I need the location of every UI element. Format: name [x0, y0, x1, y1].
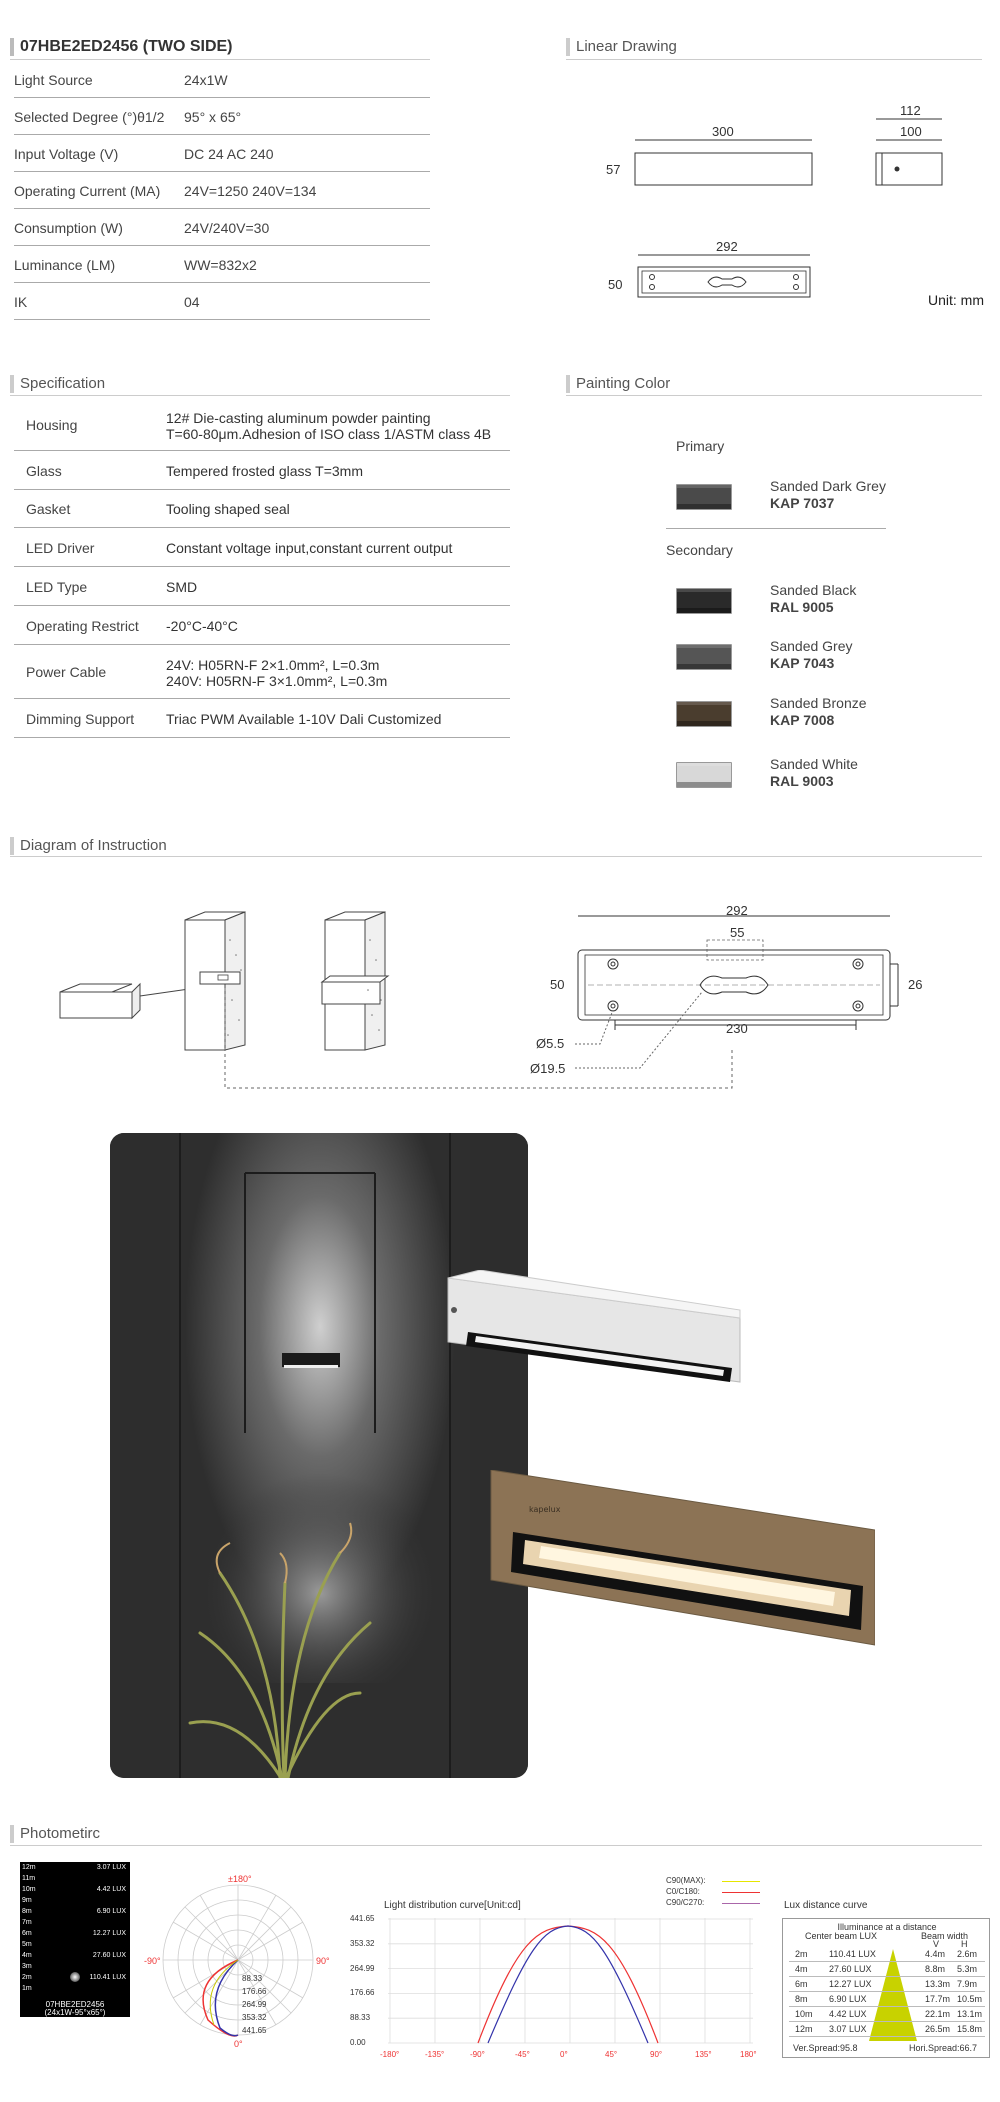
specification-value: Triac PWM Available 1-10V Dali Customized [166, 710, 442, 727]
table-cell-distance: 4m [795, 1964, 808, 1974]
spec-label: Operating Current (MA) [14, 183, 161, 199]
lux-scale-tick: 6m [22, 1930, 32, 1937]
lux-scale-panel [20, 1862, 130, 2017]
lux-scale-tick: 9m [22, 1897, 32, 1904]
spec-value: 04 [184, 294, 200, 310]
distribution-curve-chart [388, 1918, 760, 2046]
instr-dim-55: 55 [730, 925, 745, 940]
table-cell-h: 7.9m [957, 1979, 978, 1989]
spec-value: 24V/240V=30 [184, 220, 270, 236]
title-divider [10, 59, 430, 60]
table-row-line [789, 2036, 985, 2037]
specification-label: Glass [26, 462, 62, 479]
linear-drawing-title: Linear Drawing [566, 38, 677, 56]
bronze-fixture-render [483, 1470, 875, 1660]
table-cell-lux: 12.27 LUX [829, 1979, 872, 1989]
y-tick: 441.65 [350, 1914, 375, 1923]
color-code: RAL 9003 [770, 773, 834, 789]
table-row-line [789, 2021, 985, 2022]
table-cell-v: 22.1m [925, 2009, 951, 2019]
x-tick: -45° [515, 2050, 530, 2059]
specification-value: 12# Die-casting aluminum powder painting [166, 409, 431, 426]
specification-value: 24V: H05RN-F 2×1.0mm², L=0.3m [166, 657, 380, 673]
polar-value: 441.65 [242, 2026, 267, 2035]
lux-value: 12.27 LUX [92, 1930, 126, 1937]
table-head-v: V [933, 1939, 940, 1949]
polar-chart [160, 1880, 330, 2050]
polar-value: 353.32 [242, 2013, 267, 2022]
specification-value: SMD [166, 578, 198, 595]
color-name: Sanded Grey [770, 638, 853, 654]
spec-row [14, 172, 430, 209]
linear-drawing-divider [566, 59, 982, 60]
color-swatch-sanded-grey [676, 644, 732, 670]
color-name: Sanded Dark Grey [770, 478, 886, 494]
painting-color-title: Painting Color [566, 375, 670, 393]
spec-value: 95° x 65° [184, 109, 242, 125]
photometric-divider [10, 1845, 982, 1846]
table-row-line [789, 1961, 985, 1962]
legend-label: C90/C270: [666, 1898, 705, 1907]
x-tick: 90° [650, 2050, 663, 2059]
specification-label: Gasket [26, 501, 71, 517]
specification-row [14, 606, 510, 645]
polar-top-label: ±180° [228, 1874, 252, 1884]
instr-dim-d195: Ø19.5 [530, 1061, 566, 1076]
spec-label: Input Voltage (V) [14, 146, 119, 162]
y-tick: 88.33 [350, 2013, 371, 2023]
spec-row [14, 135, 430, 172]
table-cell-distance: 8m [795, 1994, 808, 2004]
table-cell-lux: 6.90 LUX [829, 1994, 867, 2004]
specification-value: -20°C-40°C [166, 617, 238, 634]
dim-300: 300 [712, 124, 734, 139]
table-cell-v: 17.7m [925, 1994, 951, 2004]
specification-value: Tooling shaped seal [166, 501, 290, 517]
table-head-center: Center beam LUX [805, 1931, 878, 1941]
table-cell-h: 15.8m [957, 2024, 983, 2034]
legend-label: C90(MAX): [666, 1876, 706, 1885]
color-swatch-sanded-bronze [676, 701, 732, 727]
beam-cone-icon [863, 1949, 923, 2044]
product-photo [110, 1133, 528, 1778]
table-cell-distance: 12m [795, 2024, 813, 2034]
color-label [770, 478, 886, 512]
color-swatch-sanded-white [676, 762, 732, 788]
specification-value-line2: T=60-80μm.Adhesion of ISO class 1/ASTM class 4B [166, 425, 492, 442]
color-code: KAP 7008 [770, 712, 835, 728]
lux-value: 27.60 LUX [92, 1952, 126, 1959]
color-label [770, 582, 856, 616]
curve-title: Light distribution curve[Unit:cd] [384, 1900, 521, 1911]
dim-100: 100 [900, 124, 922, 139]
color-code: RAL 9005 [770, 599, 834, 615]
lux-spot-icon [70, 1972, 80, 1982]
specification-label: LED Type [26, 578, 88, 595]
table-cell-h: 13.1m [957, 2009, 983, 2019]
spec-label: IK [14, 294, 28, 310]
ver-spread: Ver.Spread:95.8 [793, 2043, 858, 2053]
spec-row [14, 283, 430, 320]
wall-scene-image [110, 1133, 528, 1778]
lux-scale-tick: 10m [22, 1886, 36, 1893]
spec-value: 24V=1250 240V=134 [184, 183, 317, 199]
color-label [770, 756, 858, 790]
instr-dim-292: 292 [726, 903, 748, 918]
legend-label: C0/C180: [666, 1887, 700, 1896]
spec-row [14, 98, 430, 135]
instruction-title: Diagram of Instruction [10, 837, 167, 855]
dim-50: 50 [608, 277, 623, 292]
x-tick: 180° [740, 2050, 757, 2059]
spec-label: Luminance (LM) [14, 257, 116, 273]
lux-value: 3.07 LUX [96, 1864, 126, 1871]
polar-value: 264.99 [242, 2000, 267, 2009]
lux-caption-1: 07HBE2ED2456 [45, 2000, 105, 2009]
lux-caption-2: (24x1W-95°x65°) [44, 2008, 106, 2017]
spec-value: DC 24 AC 240 [184, 146, 274, 162]
table-cell-v: 13.3m [925, 1979, 951, 1989]
polar-left-label: -90° [144, 1956, 161, 1966]
table-cell-v: 4.4m [925, 1949, 946, 1959]
x-tick: 45° [605, 2050, 618, 2059]
polar-bottom-label: 0° [234, 2039, 243, 2049]
table-head-h: H [961, 1939, 968, 1949]
table-cell-distance: 6m [795, 1979, 808, 1989]
dim-292: 292 [716, 239, 738, 254]
y-tick: 0.00 [350, 2038, 366, 2047]
legend-swatch [722, 1903, 760, 1904]
unit-label: Unit: mm [928, 292, 984, 308]
table-cell-h: 2.6m [957, 1949, 978, 1959]
polar-right-label: 90° [316, 1956, 330, 1966]
lux-distance-table [782, 1918, 990, 2058]
specification-label: LED Driver [26, 539, 95, 556]
color-code: KAP 7043 [770, 655, 835, 671]
specification-label: Dimming Support [26, 710, 135, 727]
color-label [770, 695, 867, 729]
painting-color-divider [566, 395, 982, 396]
table-cell-lux: 3.07 LUX [829, 2024, 867, 2034]
instr-dim-230: 230 [726, 1021, 748, 1036]
specification-row [14, 567, 510, 606]
x-tick: 135° [695, 2050, 712, 2059]
dim-112: 112 [900, 103, 921, 118]
primary-divider [666, 528, 886, 529]
spec-label: Consumption (W) [14, 220, 123, 236]
table-caption: Lux distance curve [784, 1900, 868, 1911]
lux-scale-tick: 2m [22, 1974, 32, 1981]
table-row-line [789, 2006, 985, 2007]
x-tick: -135° [425, 2050, 445, 2059]
color-code: KAP 7037 [770, 495, 835, 511]
color-name: Sanded Bronze [770, 695, 867, 711]
table-cell-lux: 110.41 LUX [829, 1949, 876, 1959]
spec-value: WW=832x2 [184, 257, 257, 273]
color-name: Sanded Black [770, 582, 857, 598]
lux-scale-tick: 4m [22, 1952, 32, 1959]
instr-dim-50: 50 [550, 977, 565, 992]
spec-label: Light Source [14, 72, 93, 88]
polar-value: 176.66 [242, 1987, 267, 1996]
lux-scale-tick: 8m [22, 1908, 32, 1915]
installation-diagram [40, 900, 980, 1100]
specification-title: Specification [10, 375, 105, 393]
specification-label: Housing [26, 416, 78, 433]
table-cell-v: 8.8m [925, 1964, 946, 1974]
color-swatch-sanded-dark-grey [676, 484, 732, 510]
specification-label: Power Cable [26, 664, 107, 680]
legend-swatch [722, 1892, 760, 1893]
instr-dim-d55: Ø5.5 [536, 1036, 565, 1051]
spec-row [14, 246, 430, 283]
lux-scale-tick: 11m [22, 1875, 36, 1882]
lux-scale-tick: 3m [22, 1963, 32, 1970]
lux-value: 110.41 LUX [89, 1974, 126, 1981]
lux-scale-tick: 7m [22, 1919, 32, 1926]
lux-scale-tick: 1m [22, 1985, 32, 1992]
table-row-line [789, 1991, 985, 1992]
lux-scale-tick: 12m [22, 1864, 36, 1871]
y-tick: 353.32 [350, 1938, 375, 1948]
specification-label: Operating Restrict [26, 617, 139, 634]
hori-spread: Hori.Spread:66.7 [909, 2043, 978, 2053]
secondary-label: Secondary [666, 542, 733, 558]
brand-mark: kapelux [529, 1505, 561, 1514]
table-head-beam: Beam width [921, 1931, 969, 1941]
table-cell-h: 5.3m [957, 1964, 978, 1974]
specification-row [14, 645, 510, 699]
lux-scale-tick: 5m [22, 1941, 32, 1948]
table-title: Illuminance at a distance [837, 1922, 937, 1932]
specification-row [14, 490, 510, 528]
spec-row [14, 61, 430, 98]
product-title: 07HBE2ED2456 (TWO SIDE) [10, 38, 233, 56]
color-label [770, 638, 853, 672]
photometric-title: Photometirc [10, 1825, 100, 1843]
specification-row [14, 528, 510, 567]
color-swatch-sanded-black [676, 588, 732, 614]
y-tick: 264.99 [350, 1963, 375, 1973]
table-row-line [789, 1976, 985, 1977]
spec-label: Selected Degree (°)θ1/2 [14, 109, 165, 125]
table-cell-h: 10.5m [957, 1994, 983, 2004]
specification-value: Constant voltage input,constant current output [166, 539, 453, 556]
lux-value: 6.90 LUX [96, 1908, 126, 1915]
instruction-divider [10, 856, 982, 857]
lux-value: 4.42 LUX [96, 1886, 126, 1893]
x-tick: 0° [560, 2050, 568, 2059]
specification-value-line2: 240V: H05RN-F 3×1.0mm², L=0.3m [166, 673, 388, 689]
specification-value: Tempered frosted glass T=3mm [166, 462, 363, 479]
table-cell-distance: 10m [795, 2009, 813, 2019]
table-cell-distance: 2m [795, 1949, 808, 1959]
table-cell-lux: 4.42 LUX [829, 2009, 867, 2019]
dim-57: 57 [606, 162, 621, 177]
spec-row [14, 209, 430, 246]
white-fixture-render [440, 1270, 750, 1390]
specification-row [14, 451, 510, 490]
x-tick: -90° [470, 2050, 485, 2059]
specification-divider [10, 395, 510, 396]
color-name: Sanded White [770, 756, 858, 772]
table-cell-v: 26.5m [925, 2024, 951, 2034]
legend-swatch [722, 1881, 760, 1882]
specification-row [14, 398, 510, 451]
polar-value: 88.33 [242, 1974, 263, 1983]
spec-value: 24x1W [184, 72, 228, 88]
table-cell-lux: 27.60 LUX [829, 1964, 872, 1974]
specification-row [14, 699, 510, 738]
primary-label: Primary [676, 438, 725, 454]
y-tick: 176.66 [350, 1988, 375, 1998]
instr-dim-26: 26 [908, 977, 923, 992]
x-tick: -180° [380, 2050, 400, 2059]
linear-drawing [590, 95, 990, 315]
